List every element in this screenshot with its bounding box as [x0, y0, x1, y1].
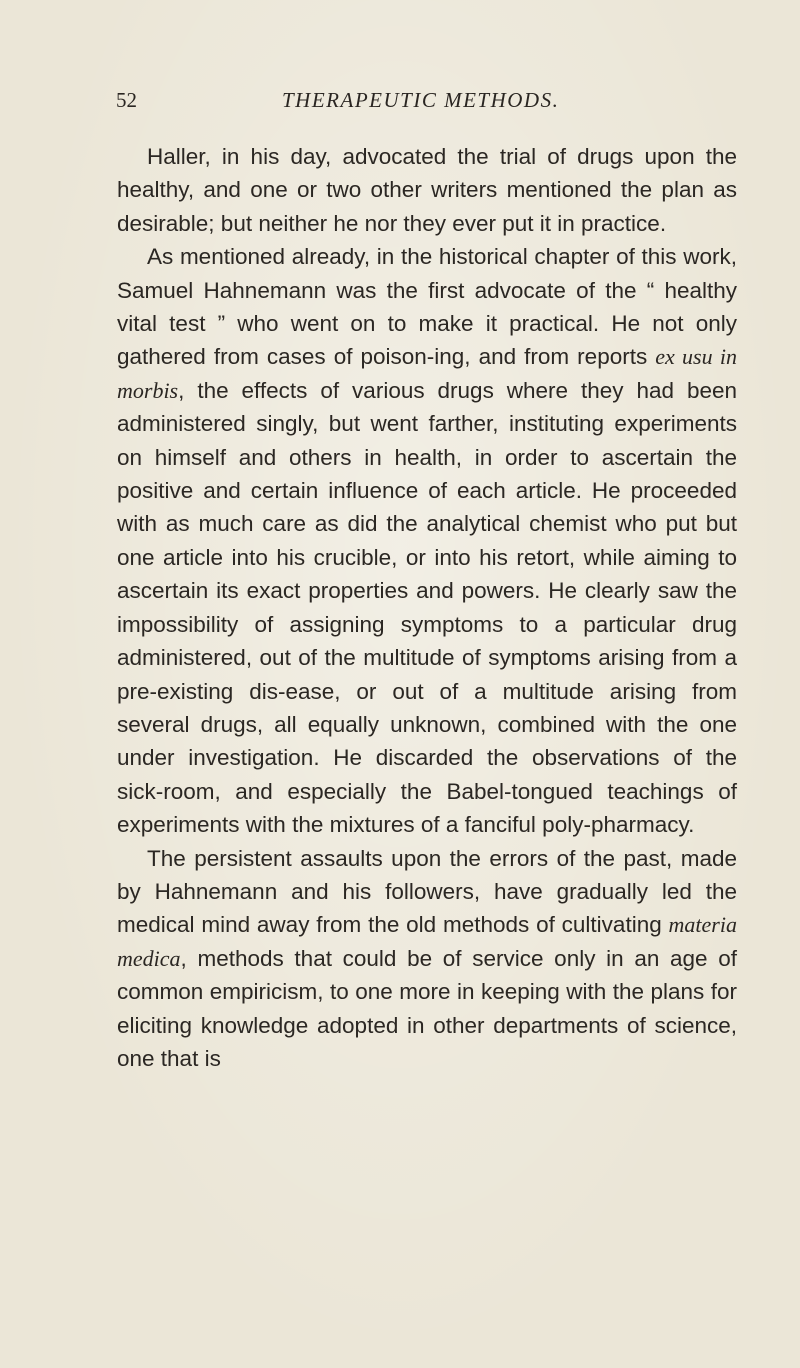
body-text: [117, 140, 737, 1075]
paragraph-3-latin-phrase: materia medica: [117, 912, 737, 971]
running-title: THERAPEUTIC METHODS.: [282, 88, 560, 112]
paragraph-3-text-a: The persistent assaults upon the errors of the past, made by Hahnemann and his followers, have gradually led the medical mind away from the old methods of cultivating: [117, 845, 737, 938]
paragraph-3: [117, 842, 737, 1076]
paragraph-1: [117, 140, 737, 240]
paragraph-2: [117, 240, 737, 841]
paragraph-2-text-b: , the effects of various drugs where they had been administered singly, but went farther, instituting experiments on himself and others in health, in order to ascertain the positive and certain influence of each article. He proceeded with as much care as did the analytical chemist who put but one article into his crucible, or into his retort, while aiming to ascertain its exact properties and powers. He clearly saw the impossibility of assigning symptoms to a particular drug administered, out of the multitude of symptoms arising from a pre-existing dis-ease, or out of a multitude arising from several drugs, all equally unknown, combined with the one under investigation. He discarded the observations of the sick-room, and especially the Babel-tongued teachings of experiments with the mixtures of a fanciful poly-pharmacy.: [117, 377, 737, 838]
paragraph-1-text: Haller, in his day, advocated the trial of drugs upon the healthy, and one or two other writers mentioned the plan as desirable; but neither he nor they ever put it in practice.: [117, 144, 737, 236]
paragraph-2-text-a: As mentioned already, in the historical chapter of this work, Samuel Hahnemann was the first advocate of the “ healthy vital test ” who went on to make it practical. He not only gathered from cases of poison-ing, and from reports: [117, 244, 737, 370]
paragraph-2-latin-phrase: ex usu in morbis: [117, 344, 738, 403]
paragraph-3-text-b: , methods that could be of service only in an age of common empiricism, to one more in keeping with the plans for eliciting knowledge adopted in other departments of science, one that is: [117, 945, 737, 1071]
page-header: [116, 88, 736, 118]
page-number: 52: [116, 88, 137, 112]
